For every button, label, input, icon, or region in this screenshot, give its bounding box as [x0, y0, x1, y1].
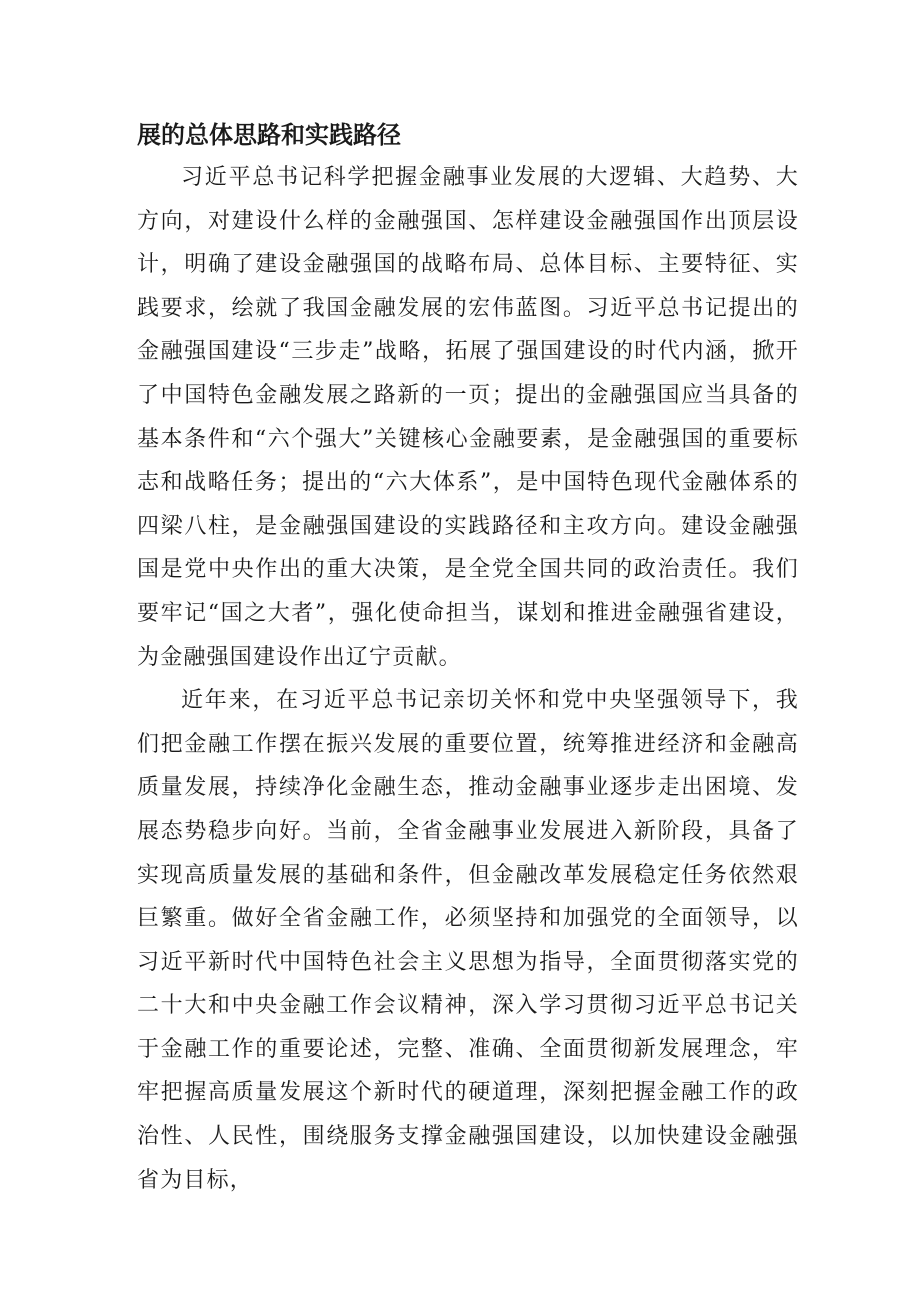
paragraph-1: 习近平总书记科学把握金融事业发展的大逻辑、大趋势、大方向，对建设什么样的金融强国、怎样建设金融强国作出顶层设计，明确了建设金融强国的战略布局、总体目标、主要特征、实践要求，绘就了我国金融发展的宏伟蓝图。习近平总书记提出的金融强国建设“三步走”战略，拓展了强国建设的时代内涵，掀开了中国特色金融发展之路新的一页；提出的金融强国应当具备的基本条件和“六个强大”关键核心金融要素，是金融强国的重要标志和战略任务；提出的“六大体系”，是中国特色现代金融体系的四梁八柱，是金融强国建设的实践路径和主攻方向。建设金融强国是党中央作出的重大决策，是全党全国共同的政治责任。我们要牢记“国之大者”，强化使命担当，谋划和推进金融强省建设，为金融强国建设作出辽宁贡献。: [137, 165, 799, 670]
section-heading: 展的总体思路和实践路径: [137, 121, 401, 149]
paragraph-2: 近年来，在习近平总书记亲切关怀和党中央坚强领导下，我们把金融工作摆在振兴发展的重要位置，统筹推进经济和金融高质量发展，持续净化金融生态，推动金融事业逐步走出困境、发展态势稳步向好。当前，全省金融事业发展进入新阶段，具备了实现高质量发展的基础和条件，但金融改革发展稳定任务依然艰巨繁重。做好全省金融工作，必须坚持和加强党的全面领导，以习近平新时代中国特色社会主义思想为指导，全面贯彻落实党的二十大和中央金融工作会议精神，深入学习贯彻习近平总书记关于金融工作的重要论述，完整、准确、全面贯彻新发展理念，牢牢把握高质量发展这个新时代的硬道理，深刻把握金融工作的政治性、人民性，围绕服务支撑金融强国建设，以加快建设金融强省为目标，: [137, 688, 799, 1193]
document-body: [137, 114, 799, 1202]
